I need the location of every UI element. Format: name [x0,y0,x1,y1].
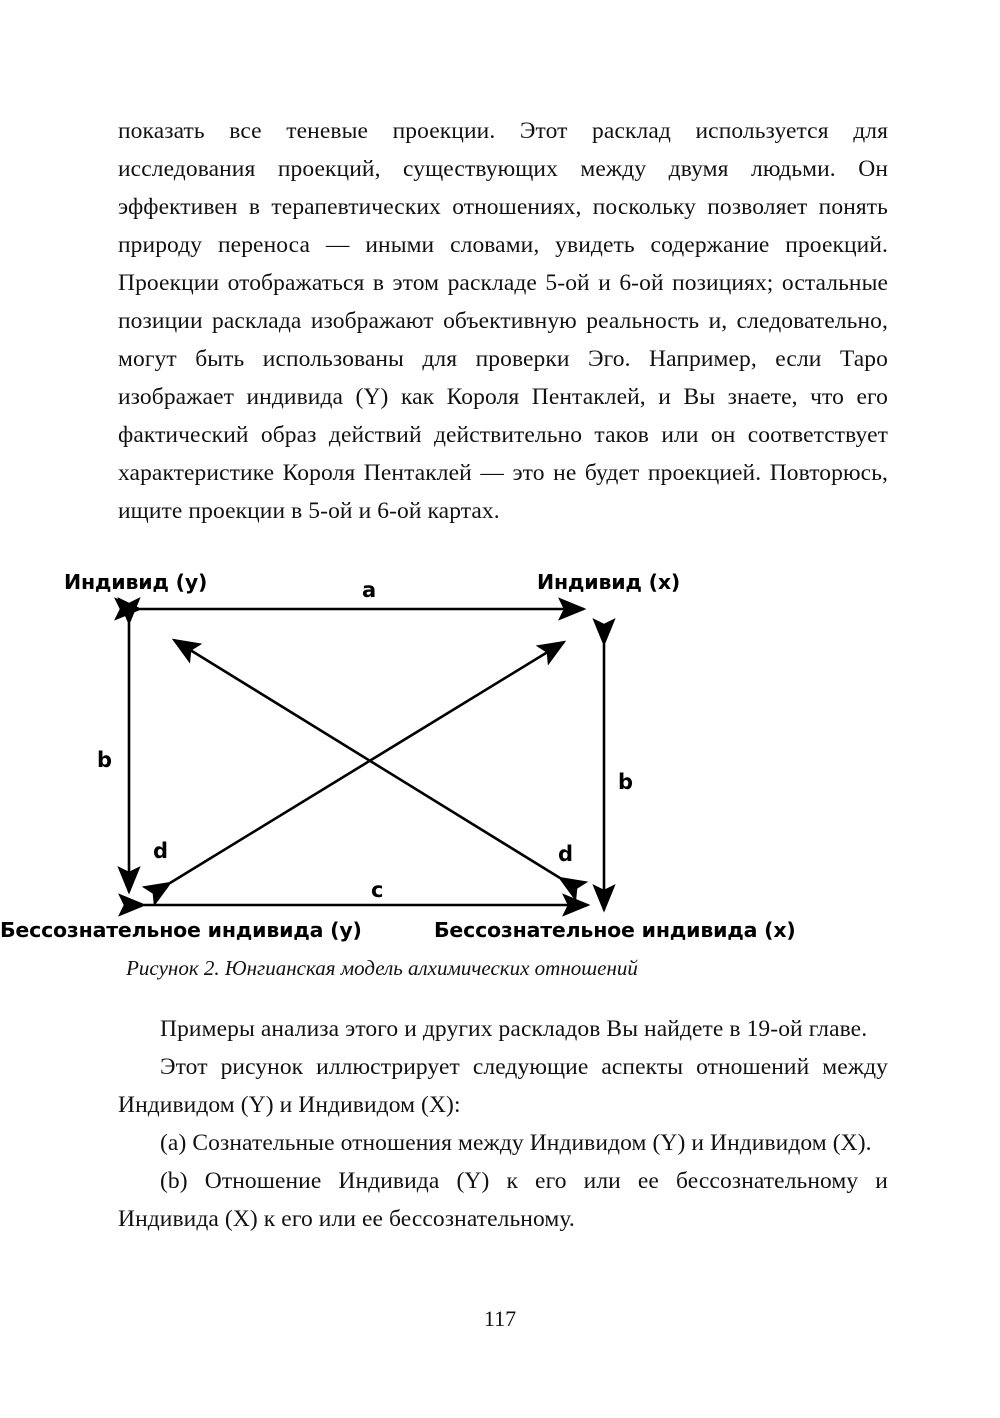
paragraph-after-1: Примеры анализа этого и других раскладов Вы найдете в 19-ой главе. [160,1016,868,1042]
paragraph-after-4: (b) Отношение Индивида (Y) к его или ее бессознательному и Индивида (X) к его или ее бессознательному. [118,1168,888,1232]
paragraph-after-3: (a) Сознательные отношения между Индивидом (Y) и Индивидом (X). [160,1130,872,1156]
edge-label-b-left: b [97,748,113,772]
node-label-top-right: Индивид (x) [537,570,681,594]
node-label-top-left: Индивид (y) [64,570,208,594]
node-label-bottom-left: Бессознательное индивида (y) [0,918,362,942]
figure-diagram-area [0,560,882,980]
paragraph-after-2: Этот рисунок иллюстрирует следующие аспекты отношений между Индивидом (Y) и Индивидом (X): [118,1054,888,1118]
edge-label-c: c [371,878,384,902]
page-number: 117 [483,1306,517,1331]
edge-label-d-left: d [153,839,169,863]
arrow-d-diagonal-tl [174,640,560,878]
arrow-d-diagonal-tr [170,642,564,883]
node-label-bottom-right: Бессознательное индивида (x) [434,918,796,942]
figure-caption: Рисунок 2. Юнгианская модель алхимических отношений [126,956,638,980]
edge-label-a: a [362,578,377,602]
figure-jungian-model [0,560,882,992]
edge-label-d-right: d [558,842,574,866]
edge-label-b-right: b [618,770,634,794]
figure-arrows [0,560,882,980]
paragraph-intro: показать все теневые проекции. Этот расклад используется для исследования проекций, существующих между двумя людьми. Он эффективен в терапевтических отношениях, поскольку позволяет понять природу переноса — иными словами, увидеть содержание проекций. Проекции отображаться в этом раскладе 5-ой и 6-ой позициях; остальные позиции расклада изображают объективную реальность и, следовательно, могут быть использованы для проверки Эго. Например, если Таро изображает индивида (Y) как Короля Пентаклей, и Вы знаете, что его фактический образ действий действительно таков или он соответствует характеристике Короля Пентаклей — это не будет проекцией. Повторюсь, ищите проекции в 5-ой и 6-ой картах. [118,118,888,524]
page-content [0,112,888,1238]
